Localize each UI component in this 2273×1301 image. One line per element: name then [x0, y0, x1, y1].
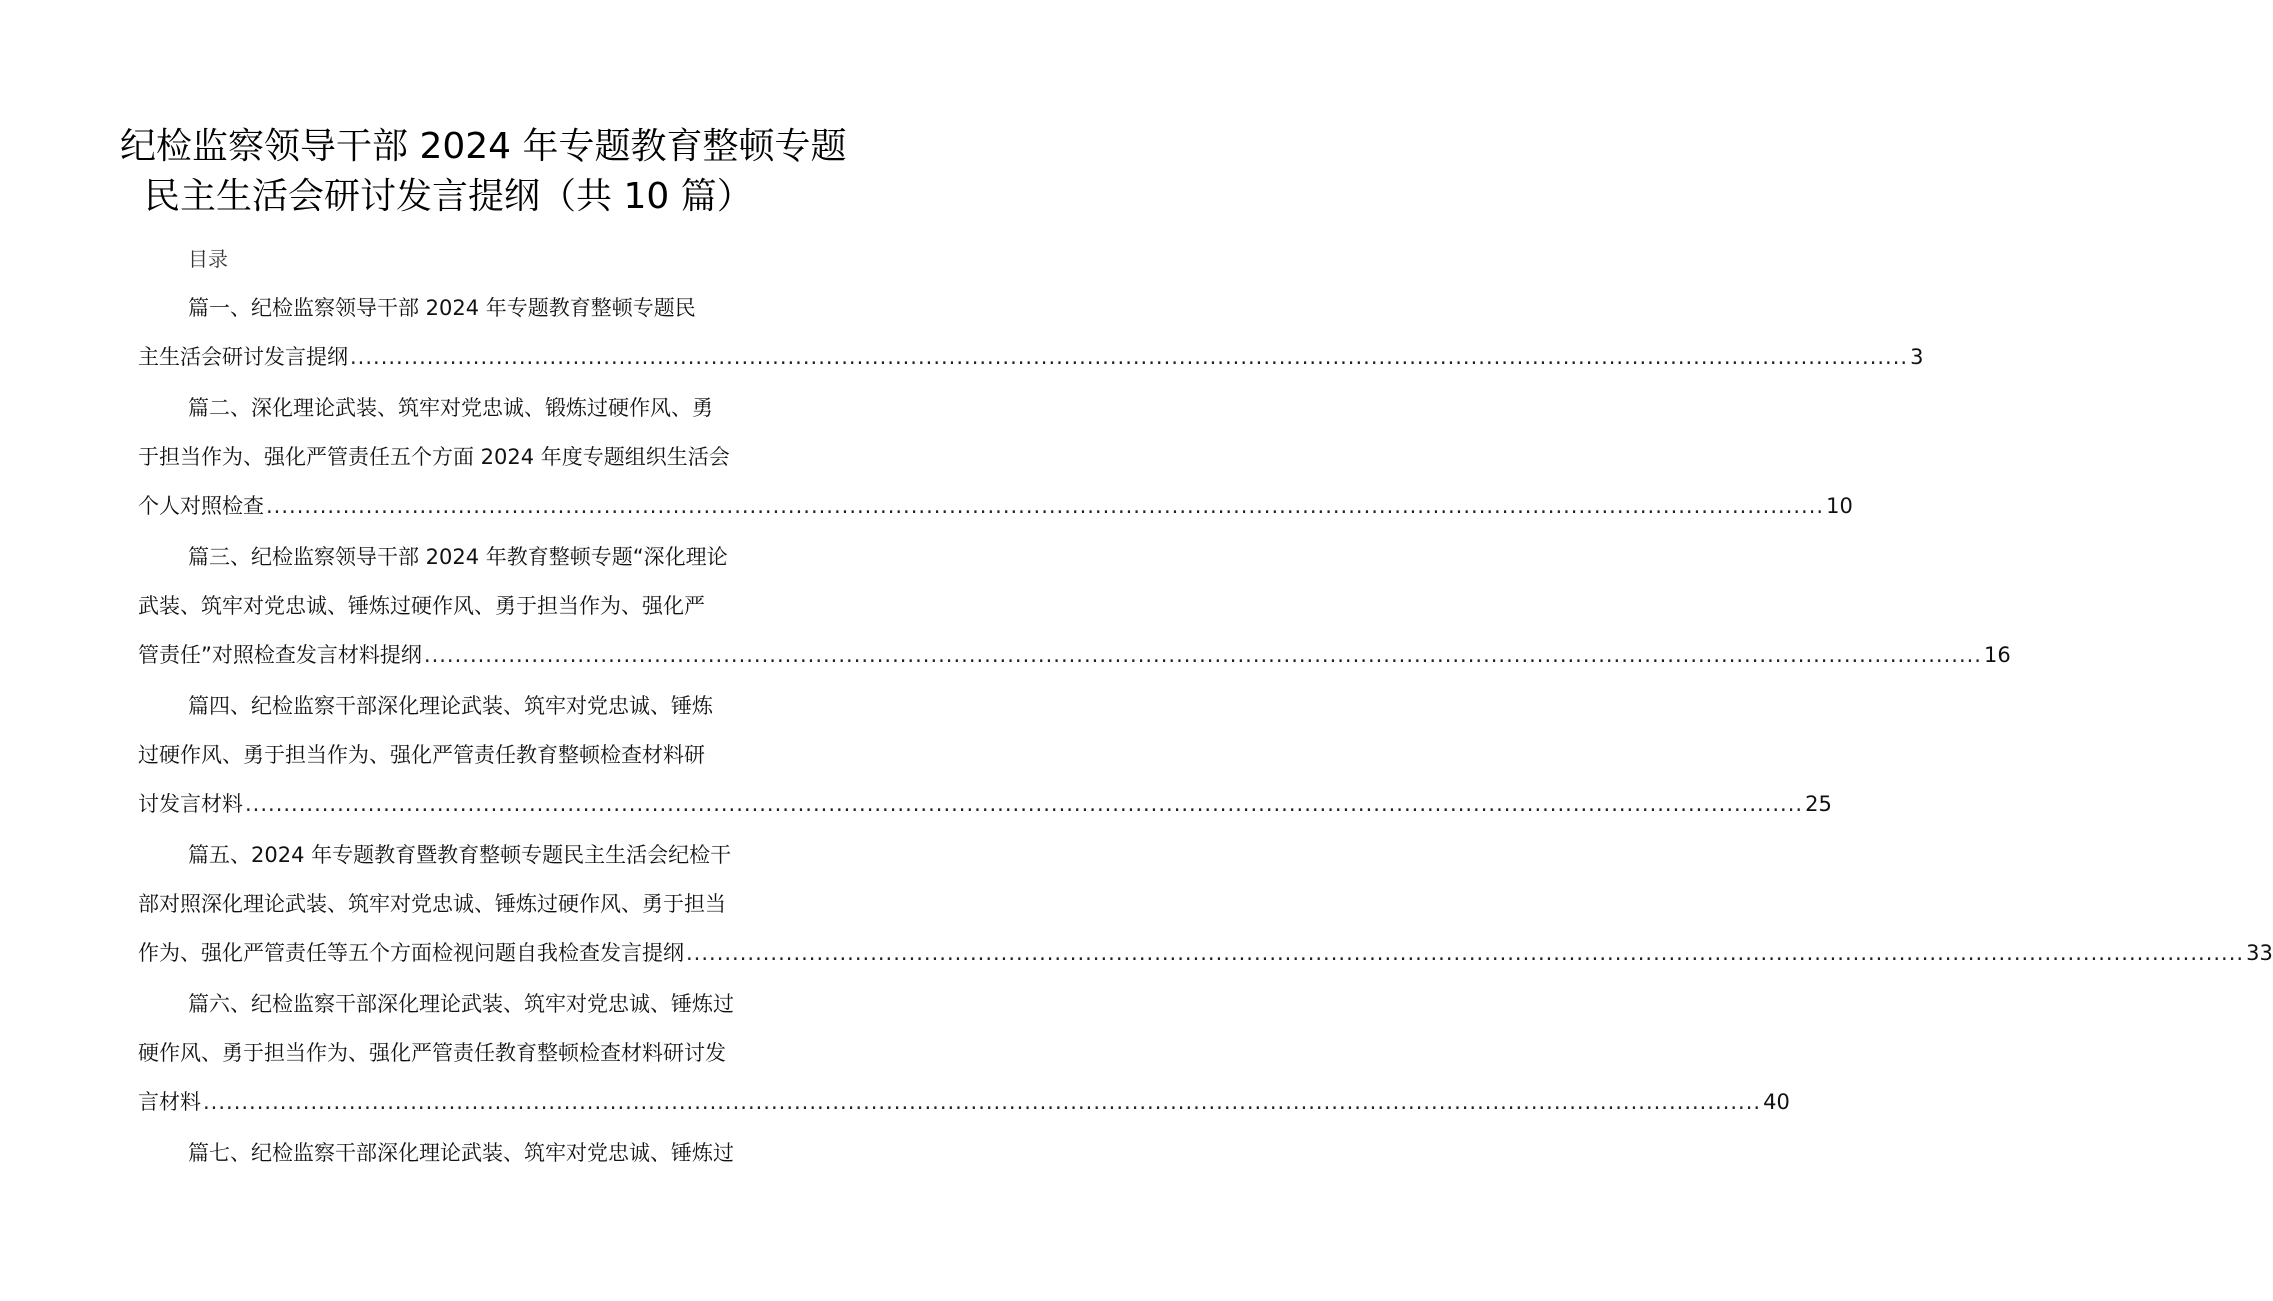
- toc-entry-line: 篇五、2024 年专题教育暨教育整顿专题民主生活会纪检干: [188, 843, 732, 867]
- toc-entry-last-line: [138, 938, 2273, 968]
- toc-entry-line: 硬作风、勇于担当作为、强化严管责任教育整顿检查材料研讨发: [138, 1041, 726, 1065]
- title-line-2: 民主生活会研讨发言提纲（共 10 篇）: [144, 176, 753, 217]
- toc-entry-title-end: 个人对照检查: [138, 494, 264, 518]
- toc-entry-title-end: 主生活会研讨发言提纲: [138, 345, 348, 369]
- toc-entry-line: 武装、筑牢对党忠诚、锤炼过硬作风、勇于担当作为、强化严: [138, 594, 705, 618]
- toc-entry-last-line: [138, 491, 1853, 521]
- toc-entry-line: 篇二、深化理论武装、筑牢对党忠诚、锻炼过硬作风、勇: [188, 396, 713, 420]
- toc-entry-last-line: [138, 342, 1924, 372]
- toc-entry-line: 于担当作为、强化严管责任五个方面 2024 年度专题组织生活会: [138, 445, 730, 469]
- toc-leader-dots: ...........................................................................................................................................................................................................: [686, 941, 2245, 965]
- toc-page-number: 40: [1763, 1090, 1790, 1114]
- toc-leader-dots: ...........................................................................................................................................................................................................: [350, 345, 1909, 369]
- toc-entry-title-end: 言材料: [138, 1090, 201, 1114]
- toc-entry-line: 篇六、纪检监察干部深化理论武装、筑牢对党忠诚、锤炼过: [188, 992, 734, 1016]
- toc-entry-line: 部对照深化理论武装、筑牢对党忠诚、锤炼过硬作风、勇于担当: [138, 892, 726, 916]
- toc-page-number: 33: [2246, 941, 2273, 965]
- toc-entry-last-line: [138, 1087, 1790, 1117]
- toc-heading: 目录: [188, 247, 228, 271]
- toc-entry-line: 篇三、纪检监察领导干部 2024 年教育整顿专题“深化理论: [188, 545, 728, 569]
- toc-page-number: 3: [1910, 345, 1924, 369]
- document-title: [120, 122, 847, 222]
- toc-leader-dots: ...........................................................................................................................................................................................................: [203, 1090, 1762, 1114]
- toc-entry-line: 过硬作风、勇于担当作为、强化严管责任教育整顿检查材料研: [138, 743, 705, 767]
- toc-leader-dots: ...........................................................................................................................................................................................................: [245, 792, 1804, 816]
- toc-leader-dots: ...........................................................................................................................................................................................................: [423, 643, 1982, 667]
- toc-entry-title-end: 管责任”对照检查发言材料提纲: [138, 643, 422, 667]
- toc-entry-line: 篇七、纪检监察干部深化理论武装、筑牢对党忠诚、锤炼过: [188, 1141, 734, 1165]
- toc-entry-last-line: [138, 789, 1832, 819]
- toc-page-number: 25: [1805, 792, 1832, 816]
- toc-entry-title-end: 作为、强化严管责任等五个方面检视问题自我检查发言提纲: [138, 941, 684, 965]
- toc-page-number: 16: [1983, 643, 2011, 667]
- toc-entry-last-line: [138, 640, 2011, 670]
- toc-entry-title-end: 讨发言材料: [138, 792, 243, 816]
- toc-entry-line: 篇一、纪检监察领导干部 2024 年专题教育整顿专题民: [188, 296, 696, 320]
- toc-entry-line: 篇四、纪检监察干部深化理论武装、筑牢对党忠诚、锤炼: [188, 694, 713, 718]
- toc-leader-dots: ...........................................................................................................................................................................................................: [266, 494, 1825, 518]
- toc-page-number: 10: [1826, 494, 1853, 518]
- title-line-1: 纪检监察领导干部 2024 年专题教育整顿专题: [120, 126, 847, 167]
